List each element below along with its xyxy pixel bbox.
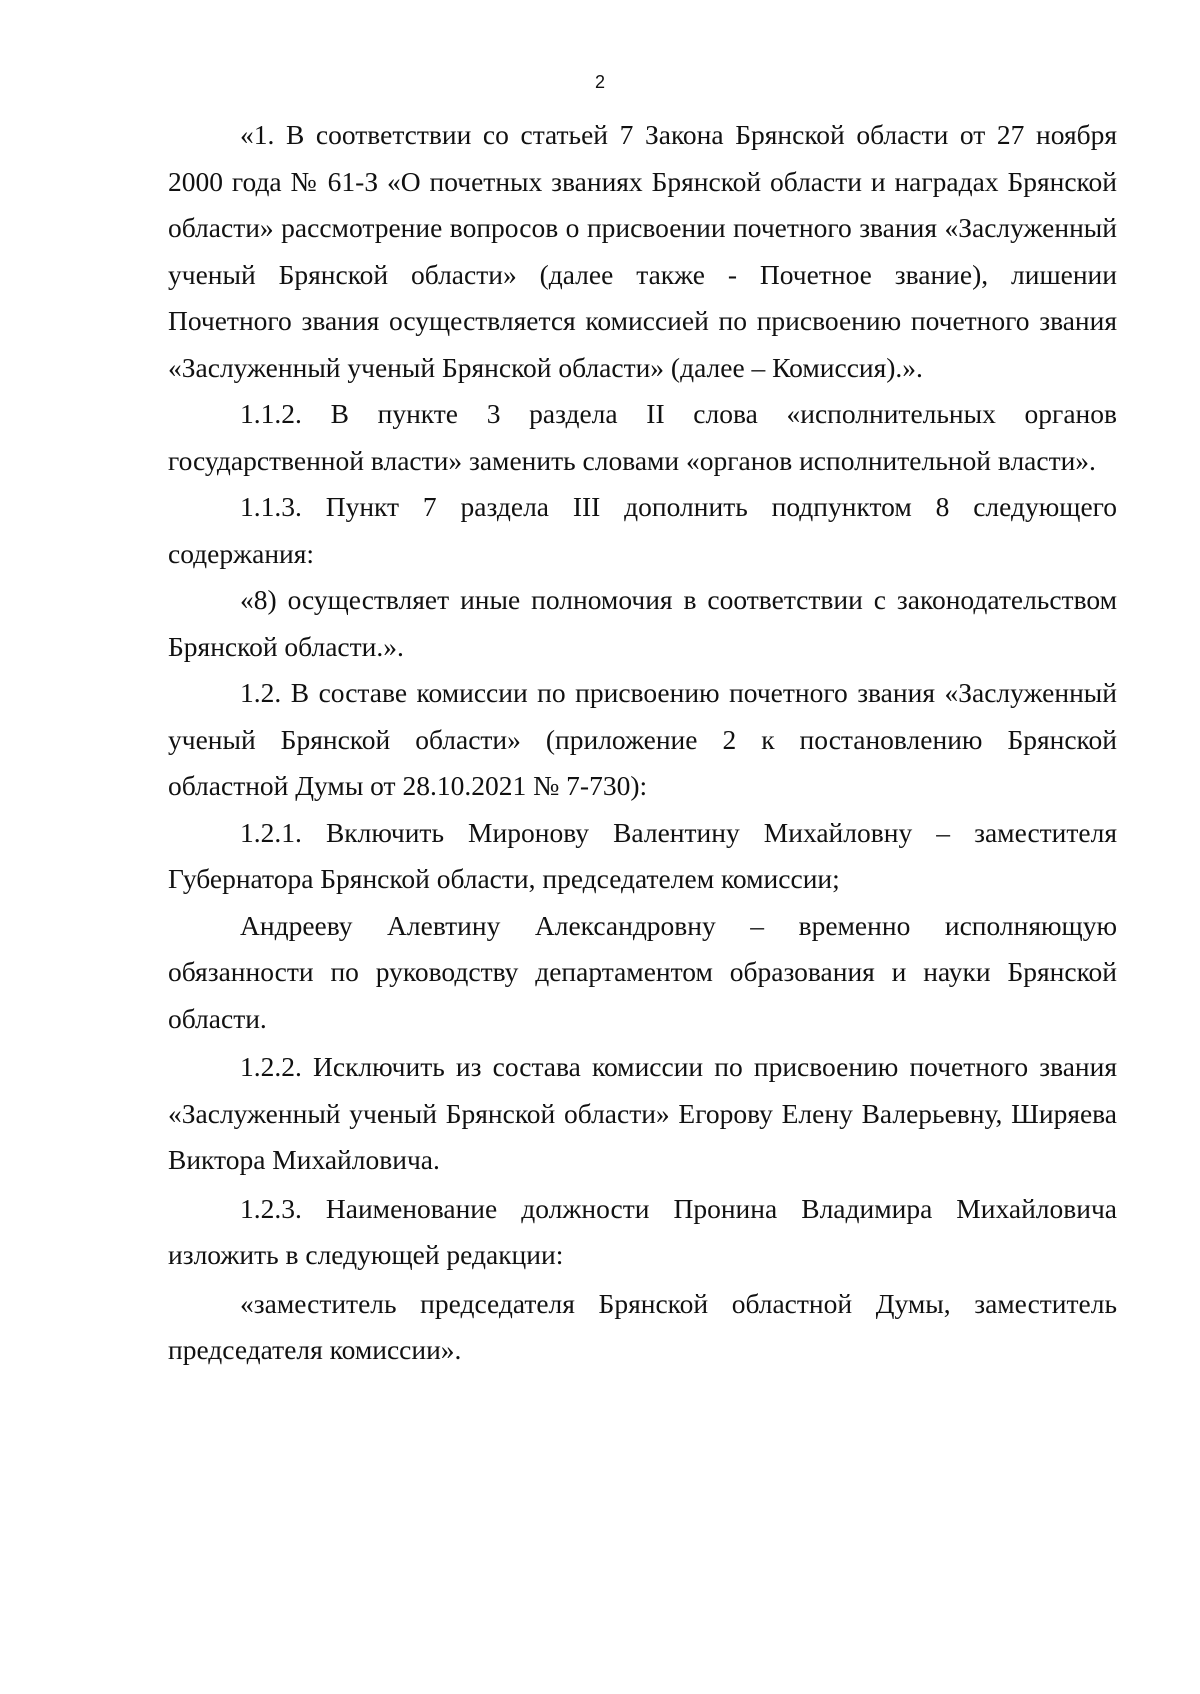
- paragraph-item-1-1-3: 1.1.3. Пункт 7 раздела III дополнить подпунктом 8 следующего содержания:: [168, 491, 1117, 569]
- paragraph-item-1-2: 1.2. В составе комиссии по присвоению почетного звания «Заслуженный ученый Брянской области» (приложение 2 к постановлению Брянской областной Думы от 28.10.2021 № 7-730):: [168, 677, 1117, 801]
- paragraph-item-1-1-2: 1.1.2. В пункте 3 раздела II слова «исполнительных органов государственной власти» заменить словами «органов исполнительной власти».: [168, 398, 1117, 476]
- page-number: 2: [594, 72, 605, 92]
- paragraph-item-1-2-2: 1.2.2. Исключить из состава комиссии по присвоению почетного звания «Заслуженный ученый Брянской области» Егорову Елену Валерьевну, Ширяева Виктора Михайловича.: [168, 1051, 1117, 1175]
- document-body: [168, 112, 1117, 1374]
- paragraph-new-position-title: «заместитель председателя Брянской областной Думы, заместитель председателя комиссии».: [168, 1287, 1117, 1365]
- paragraph-item-1: «1. В соответствии со статьей 7 Закона Брянской области от 27 ноября 2000 года № 61-З «О почетных званиях Брянской области и наградах Брянской области» рассмотрение вопросов о присвоении почетного звания «Заслуженный ученый Брянской области» (далее также - Почетное звание), лишении Почетного звания осуществляется комиссией по присвоению почетного звания «Заслуженный ученый Брянской области» (далее – Комиссия).».: [168, 119, 1117, 383]
- paragraph-subitem-8: «8) осуществляет иные полномочия в соответствии с законодательством Брянской области.».: [168, 584, 1117, 662]
- paragraph-item-1-2-3: 1.2.3. Наименование должности Пронина Владимира Михайловича изложить в следующей редакции:: [168, 1192, 1117, 1270]
- paragraph-item-1-2-1: 1.2.1. Включить Миронову Валентину Михайловну – заместителя Губернатора Брянской области, председателем комиссии;: [168, 816, 1117, 894]
- paragraph-andreeva: Андрееву Алевтину Александровну – временно исполняющую обязанности по руководству департаментом образования и науки Брянской области.: [168, 909, 1117, 1034]
